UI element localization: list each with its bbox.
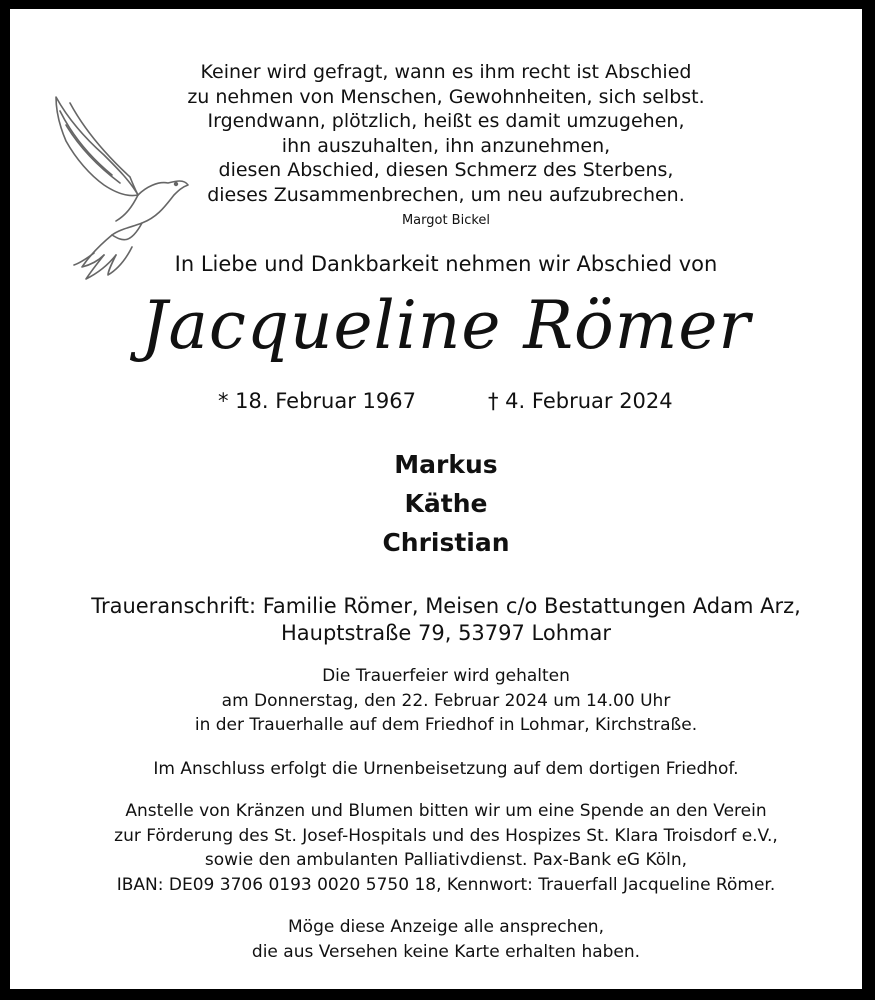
poem-line: dieses Zusammenbrechen, um neu aufzubrechen.: [207, 183, 685, 206]
obituary-card: [10, 9, 862, 989]
mourner-name: Markus: [394, 450, 498, 479]
donation-line: IBAN: DE09 3706 0193 0020 5750 18, Kennwort: Trauerfall Jacqueline Römer.: [116, 874, 776, 895]
donation-line: sowie den ambulanten Palliativdienst. Pax-Bank eG Köln,: [204, 850, 688, 870]
poem-line: ihn auszuhalten, ihn anzunehmen,: [281, 134, 611, 157]
death-date: † 4. Februar 2024: [488, 389, 673, 413]
service-line: am Donnerstag, den 22. Februar 2024 um 14.00 Uhr: [221, 690, 671, 711]
deceased-name: Jacqueline Römer: [141, 287, 751, 364]
service-line: Die Trauerfeier wird gehalten: [322, 666, 570, 686]
mourners-list: [50, 445, 842, 562]
donation-line: zur Förderung des St. Josef-Hospitals und des Hospizes St. Klara Troisdorf e.V.,: [114, 825, 778, 846]
burial-info: Im Anschluss erfolgt die Urnenbeisetzung auf dem dortigen Friedhof.: [153, 759, 739, 779]
birth-date: * 18. Februar 1967: [218, 389, 416, 413]
mourner-name: Christian: [382, 528, 510, 557]
poem-line: Irgendwann, plötzlich, heißt es damit umzugehen,: [207, 110, 685, 132]
poem: [110, 60, 782, 207]
donation-line: Anstelle von Kränzen und Blumen bitten wir um eine Spende an den Verein: [125, 801, 767, 821]
service-line: in der Trauerhalle auf dem Friedhof in Lohmar, Kirchstraße.: [194, 715, 698, 735]
donation-info: [50, 799, 842, 897]
address-line: Hauptstraße 79, 53797 Lohmar: [280, 621, 612, 645]
funeral-service-info: [50, 664, 842, 738]
poem-line: diesen Abschied, diesen Schmerz des Sterbens,: [218, 159, 674, 181]
poem-line: Keiner wird gefragt, wann es ihm recht ist Abschied: [200, 61, 692, 83]
intro-text: In Liebe und Dankbarkeit nehmen wir Abschied von: [174, 252, 718, 276]
closing-note: [50, 915, 842, 964]
closing-line: die aus Versehen keine Karte erhalten haben.: [251, 941, 641, 962]
address-line: Traueranschrift: Familie Römer, Meisen c/o Bestattungen Adam Arz,: [91, 594, 801, 618]
poem-author: Margot Bickel: [401, 213, 491, 228]
closing-line: Möge diese Anzeige alle ansprechen,: [288, 917, 604, 937]
poem-line: zu nehmen von Menschen, Gewohnheiten, sich selbst.: [187, 85, 705, 108]
mourning-address: [50, 593, 842, 647]
mourner-name: Käthe: [404, 489, 488, 518]
